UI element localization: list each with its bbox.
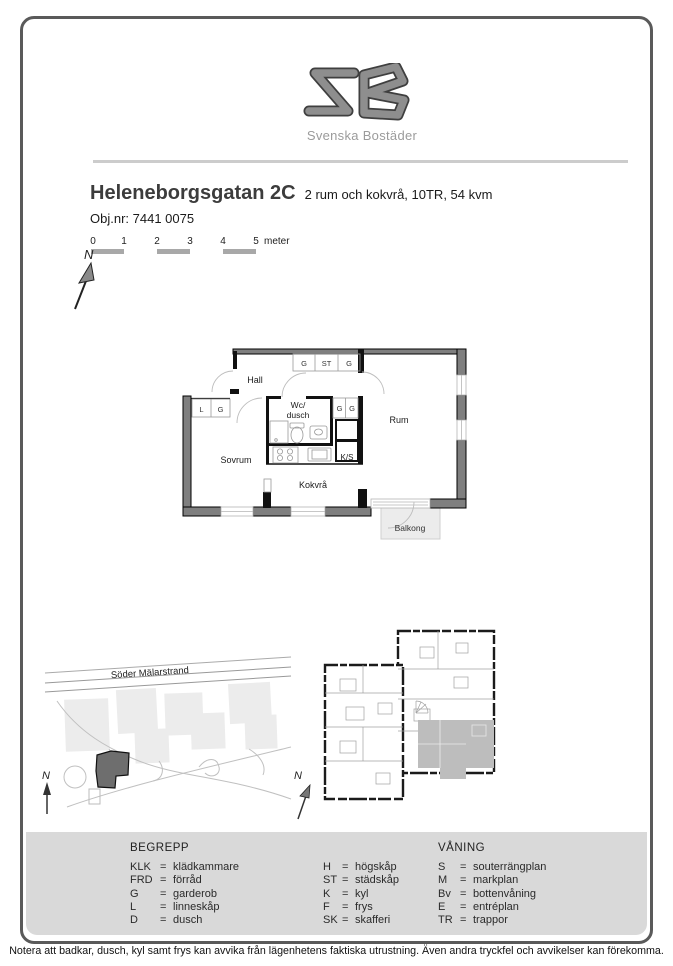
legend-row: G = garderob: [130, 887, 218, 900]
closet-label: ST: [321, 359, 332, 368]
legend-row: KLK = klädkammare: [130, 861, 240, 873]
legend-title-begrepp: BEGREPP: [130, 842, 190, 854]
scale-tick: 4: [220, 236, 226, 247]
legend-row: H = högskåp: [323, 861, 397, 873]
page-border: [20, 16, 653, 944]
scale-bar: [91, 236, 331, 260]
legend-row: D = dusch: [130, 914, 203, 927]
footer-disclaimer: Notera att badkar, dusch, kyl samt frys kan avvika från lägenhetens faktiska utrustning. Även andra tryckfel och avvikelser kan förekomma.: [9, 945, 664, 957]
closet-label: G: [217, 405, 224, 414]
scale-segment: [223, 249, 256, 254]
closet-label: G: [301, 359, 307, 368]
legend-title-vaning: VÅNING: [438, 842, 486, 854]
highlighted-building: [96, 751, 129, 788]
object-number: Obj.nr: 7441 0075: [90, 211, 195, 226]
room-label-wc2: dusch: [286, 410, 310, 420]
legend-row: F = frys: [323, 900, 373, 913]
street-label: Söder Mälarstrand: [110, 665, 190, 682]
legend-column-vaning: [438, 842, 546, 927]
closet-label: G: [346, 359, 352, 368]
closet-label: G: [336, 404, 343, 413]
legend-row: E = entréplan: [438, 900, 519, 913]
scale-unit: meter: [264, 236, 290, 247]
legend-column-begrepp: [130, 842, 239, 927]
logo-sb-icon: [302, 63, 422, 125]
legend-row: SK = skafferi: [323, 914, 391, 927]
svg-text:N: N: [294, 770, 302, 782]
legend-row: Bv = bottenvåning: [438, 887, 536, 900]
building-outline: [325, 631, 494, 799]
scale-tick: 1: [121, 236, 127, 247]
svg-text:N: N: [84, 247, 94, 262]
legend-row: FRD = förråd: [130, 874, 202, 887]
legend-row: TR = trappor: [438, 914, 508, 927]
legend-row: L = linneskåp: [130, 900, 220, 913]
closet-label: G: [349, 404, 355, 413]
room-label-kokvra: Kokvrå: [298, 480, 328, 490]
scale-segment: [157, 249, 190, 254]
legend-panel: [26, 832, 647, 935]
legend-row: S = souterrängplan: [438, 861, 547, 873]
room-label-sovrum: Sovrum: [220, 455, 252, 465]
floor-plan: [178, 341, 478, 548]
room-label-rum: Rum: [389, 415, 409, 425]
legend-column-2: [323, 861, 399, 927]
room-label-balkong: Balkong: [394, 523, 426, 533]
scale-tick: 3: [187, 236, 193, 247]
closets-and-fixtures: [192, 354, 360, 492]
north-arrow-icon: [63, 245, 113, 313]
site-north-arrow-icon: [42, 770, 51, 814]
header-divider: [93, 160, 628, 163]
svg-text:N: N: [42, 770, 50, 782]
legend-row: M = markplan: [438, 874, 519, 887]
scale-tick: 0: [90, 236, 96, 247]
outer-walls: [183, 349, 466, 516]
scale-tick: 2: [154, 236, 160, 247]
label-ks: K/S: [340, 453, 354, 462]
room-label-hall: Hall: [247, 375, 263, 385]
legend-row: K = kyl: [323, 887, 369, 900]
brand-name: Svenska Bostäder: [306, 128, 418, 143]
site-map: [39, 649, 295, 821]
legend-row: ST = städskåp: [323, 874, 400, 887]
apartment-specs: 2 rum och kokvrå, 10TR, 54 kvm: [304, 187, 493, 202]
building-north-arrow-icon: [294, 770, 310, 819]
closet-label: L: [199, 405, 204, 414]
building-overview-plan: [288, 623, 518, 825]
site-buildings: [64, 682, 277, 764]
scale-tick: 5: [253, 236, 259, 247]
logo: [300, 63, 424, 143]
room-label-wc1: Wc/: [290, 400, 306, 410]
page-title: Heleneborgsgatan 2C: [90, 182, 296, 204]
